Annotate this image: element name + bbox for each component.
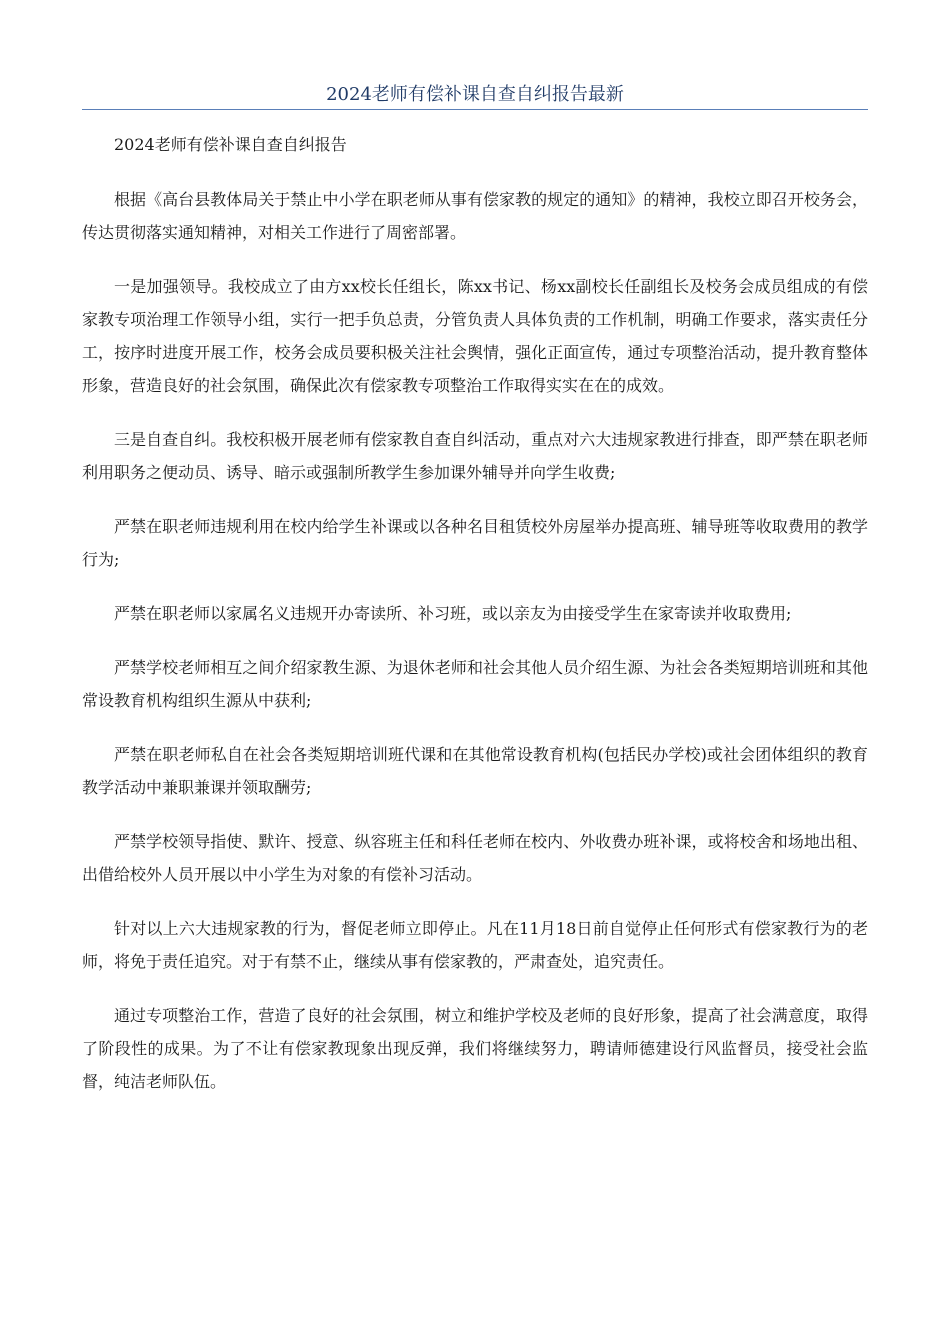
page-header-title: 2024老师有偿补课自查自纠报告最新 [326, 84, 624, 105]
paragraph-prohibition-2: 严禁在职老师违规利用在校内给学生补课或以各种名目租赁校外房屋举办提高班、辅导班等收取费用的教学行为; [82, 517, 868, 569]
paragraph-conclusion: 通过专项整治工作，营造了良好的社会氛围，树立和维护学校及老师的良好形象，提高了社会满意度，取得了阶段性的成果。为了不让有偿家教现象出现反弹，我们将继续努力，聘请师德建设行风监督员，接受社会监督，纯洁老师队伍。 [82, 1006, 868, 1091]
paragraph-enforcement: 针对以上六大违规家教的行为，督促老师立即停止。凡在11月18日前自觉停止任何形式有偿家教行为的老师，将免于责任追究。对于有禁不止，继续从事有偿家教的，严肃查处，追究责任。 [82, 919, 868, 971]
paragraph-intro: 根据《高台县教体局关于禁止中小学在职老师从事有偿家教的规定的通知》的精神，我校立即召开校务会，传达贯彻落实通知精神，对相关工作进行了周密部署。 [82, 190, 868, 242]
paragraph-prohibition-5: 严禁在职老师私自在社会各类短期培训班代课和在其他常设教育机构(包括民办学校)或社会团体组织的教育教学活动中兼职兼课并领取酬劳; [82, 745, 868, 797]
header-divider [82, 109, 868, 110]
document-subtitle: 2024老师有偿补课自查自纠报告 [114, 135, 347, 154]
paragraph-prohibition-3: 严禁在职老师以家属名义违规开办寄读所、补习班，或以亲友为由接受学生在家寄读并收取费用; [114, 604, 792, 623]
paragraph-prohibition-4: 严禁学校老师相互之间介绍家教生源、为退休老师和社会其他人员介绍生源、为社会各类短期培训班和其他常设教育机构组织生源从中获利; [82, 658, 868, 710]
paragraph-leadership: 一是加强领导。我校成立了由方xx校长任组长，陈xx书记、杨xx副校长任副组长及校务会成员组成的有偿家教专项治理工作领导小组，实行一把手负总责，分管负责人具体负责的工作机制，明确工作要求，落实责任分工，按序时进度开展工作，校务会成员要积极关注社会舆情，强化正面宣传，通过专项整治活动，提升教育整体形象，营造良好的社会氛围，确保此次有偿家教专项整治工作取得实实在在的成效。 [82, 277, 868, 395]
document-body [82, 128, 868, 1119]
paragraph-self-inspection: 三是自查自纠。我校积极开展老师有偿家教自查自纠活动，重点对六大违规家教进行排查，即严禁在职老师利用职务之便动员、诱导、暗示或强制所教学生参加课外辅导并向学生收费; [82, 430, 868, 482]
paragraph-prohibition-6: 严禁学校领导指使、默许、授意、纵容班主任和科任老师在校内、外收费办班补课，或将校舍和场地出租、出借给校外人员开展以中小学生为对象的有偿补习活动。 [82, 832, 868, 884]
